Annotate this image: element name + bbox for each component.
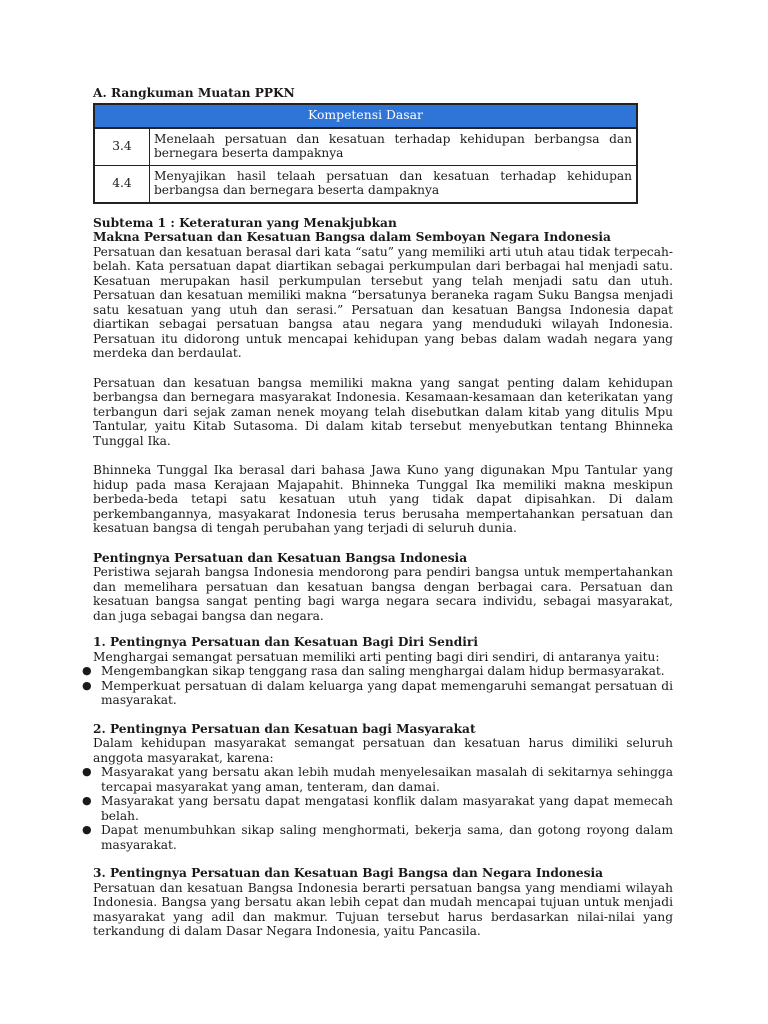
pentingnya-heading: Pentingnya Persatuan dan Kesatuan Bangsa Indonesia [93,550,468,565]
table-header: Kompetensi Dasar [94,104,637,128]
kd-text: Menelaah persatuan dan kesatuan terhadap kehidupan berbangsa dan bernegara beserta dampaknya [150,128,638,166]
makna-heading: Makna Persatuan dan Kesatuan Bangsa dalam Semboyan Negara Indonesia [93,230,611,244]
section-heading-3: 3. Pentingnya Persatuan dan Kesatuan Bagi Bangsa dan Negara Indonesia [93,866,604,880]
bullet-icon: ● [82,664,92,677]
subtema-heading: Subtema 1 : Keteraturan yang Menakjubkan [93,215,397,230]
table-row [94,128,637,166]
bullet-list [82,664,673,708]
list-item: ● Memperkuat persatuan di dalam keluarga yang dapat memengaruhi semangat persatuan di masyarakat. [82,678,673,707]
section-intro: Persatuan dan kesatuan Bangsa Indonesia berarti persatuan bangsa yang mendiami wilayah Indonesia. Bangsa yang bersatu akan lebih cepat dan mudah mencapai tujuan untuk menjadi masyarakat yang adil dan makmur. Tujuan tersebut harus berdasarkan nilai-nilai yang terkandung di dalam Dasar Negara Indonesia, yaitu Pancasila. [93,880,673,938]
section-intro: Menghargai semangat persatuan memiliki arti penting bagi diri sendiri, di antaranya yaitu: [93,649,660,664]
table-row [94,165,637,203]
section-title: A. Rangkuman Muatan PPKN [93,86,295,100]
list-item: ● Masyarakat yang bersatu dapat mengatasi konflik dalam masyarakat yang dapat memecah belah. [82,794,673,823]
bullet-icon: ● [82,823,92,836]
paragraph: Bhinneka Tunggal Ika berasal dari bahasa Jawa Kuno yang digunakan Mpu Tantular yang hidup pada masa Kerajaan Majapahit. Bhinneka Tunggal Ika memiliki makna meskipun berbeda-beda tetapi satu kesatuan utuh yang tidak dapat dipisahkan. Di dalam perkembangannya, masyakarat Indonesia terus berusaha mempertahankan persatuan dan kesatuan bangsa di tengah perubahan yang terjadi di seluruh dunia. [93,463,673,535]
paragraph: Persatuan dan kesatuan bangsa memiliki makna yang sangat penting dalam kehidupan berbangsa dan bernegara masyarakat Indonesia. Kesamaan-kesamaan dan keterikatan yang terbangun dari sejak zaman nenek moyang telah disebutkan dalam kitab yang ditulis Mpu Tantular, yaitu Kitab Sutasoma. Di dalam kitab tersebut menyebutkan tentang Bhinneka Tunggal Ika. [93,375,673,448]
bullet-list [82,765,673,852]
kd-number: 4.4 [94,165,150,203]
kd-text: Menyajikan hasil telaah persatuan dan kesatuan terhadap kehidupan berbangsa dan bernegara beserta dampaknya [150,165,638,203]
section-heading-1: 1. Pentingnya Persatuan dan Kesatuan Bagi Diri Sendiri [93,635,478,649]
list-item: ● Mengembangkan sikap tenggang rasa dan saling menghargai dalam hidup bermasyarakat. [82,664,665,678]
document-page [82,86,673,939]
list-item: ● Dapat menumbuhkan sikap saling menghormati, bekerja sama, dan gotong royong dalam masyarakat. [82,823,673,852]
bullet-icon: ● [82,678,92,692]
section-heading-2: 2. Pentingnya Persatuan dan Kesatuan bagi Masyarakat [93,721,476,736]
kompetensi-dasar-table [93,103,638,204]
list-item: ● Masyarakat yang bersatu akan lebih mudah menyelesaikan masalah di sekitarnya sehingga tercapai masyarakat yang aman, tenteram, dan damai. [82,765,673,794]
bullet-icon: ● [82,765,92,778]
section-intro: Dalam kehidupan masyarakat semangat persatuan dan kesatuan harus dimiliki seluruh anggota masyarakat, karena: [93,736,673,765]
paragraph: Peristiwa sejarah bangsa Indonesia mendorong para pendiri bangsa untuk mempertahankan dan memelihara persatuan dan kesatuan bangsa dengan berbagai cara. Persatuan dan kesatuan bangsa sangat penting bagi warga negara secara individu, sebagai masyarakat, dan juga sebagai bangsa dan negara. [93,565,673,623]
paragraph: Persatuan dan kesatuan berasal dari kata “satu” yang memiliki arti utuh atau tidak terpecah-belah. Kata persatuan dapat diartikan sebagai perkumpulan dari berbagai hal menjadi satu. Kesatuan merupakan hasil perkumpulan tersebut yang telah menjadi satu dan utuh. Persatuan dan kesatuan memiliki makna “bersatunya beraneka ragam Suku Bangsa menjadi satu kesatuan yang utuh dan serasi.” Persatuan dan kesatuan Bangsa Indonesia dapat diartikan sebagai persatuan bangsa atau negara yang menduduki wilayah Indonesia. Persatuan itu didorong untuk mencapai kehidupan yang bebas dalam wadah negara yang merdeka dan berdaulat. [93,244,673,360]
bullet-icon: ● [82,794,92,807]
kd-number: 3.4 [94,128,150,166]
